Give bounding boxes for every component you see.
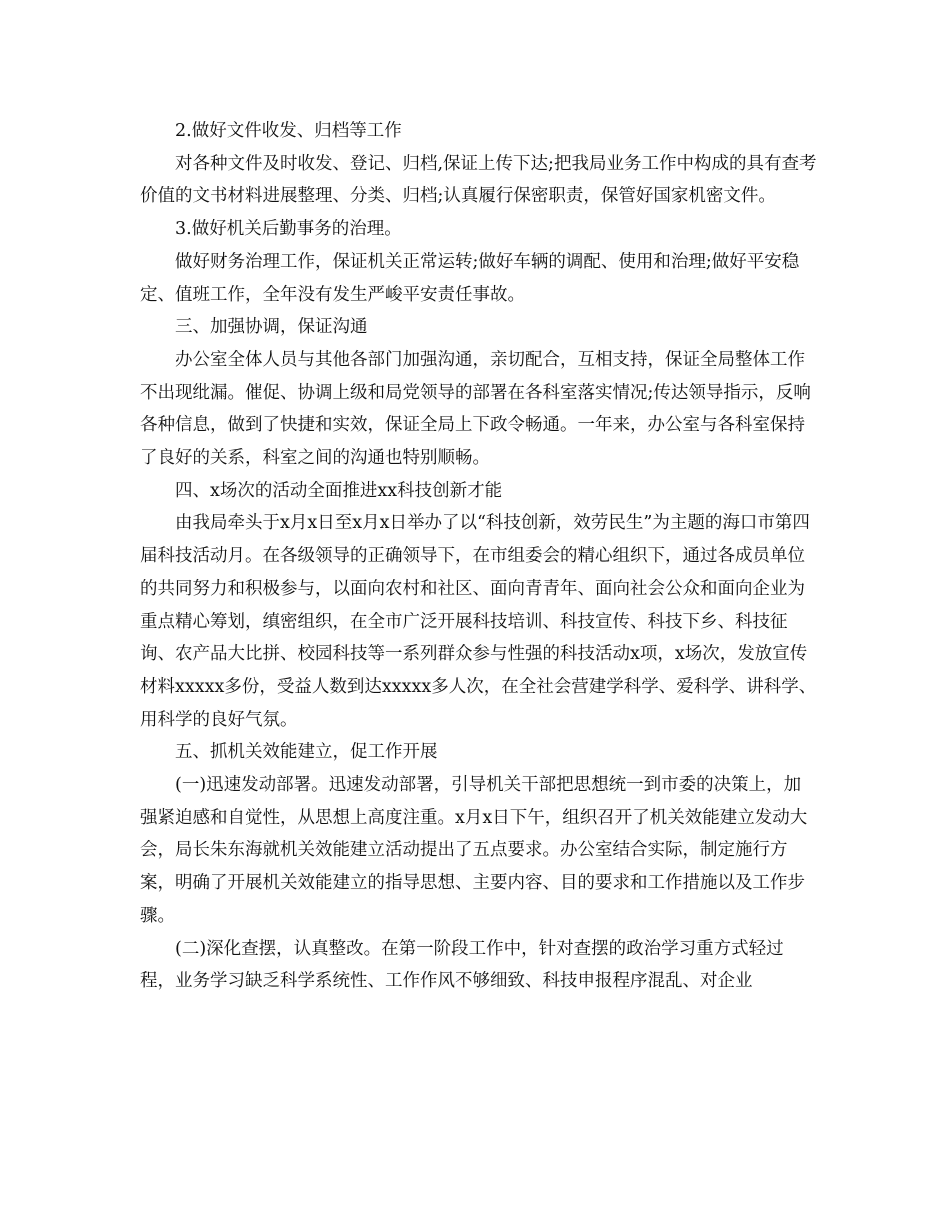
heading-coordination: 三、加强协调，保证沟通 bbox=[175, 317, 368, 338]
paragraph-logistics: 做好财务治理工作，保证机关正常运转;做好车辆的调配、使用和治理;做好平安稳定、值班工作，全年没有发生严峻平安责任事故。 bbox=[140, 251, 800, 305]
document-body bbox=[140, 115, 818, 998]
heading-efficiency: 五、抓机关效能建立，促工作开展 bbox=[175, 742, 438, 763]
heading-file-handling: 2.做好文件收发、归档等工作 bbox=[175, 121, 402, 141]
heading-tech-activities: 四、x场次的活动全面推进xx科技创新才能 bbox=[175, 480, 503, 501]
paragraph-mobilization: (一)迅速发动部署。迅速发动部署，引导机关干部把思想统一到市委的决策上，加强紧迫感和自觉性，从思想上高度注重。x月x日下午，组织召开了机关效能建立发动大会，局长朱东海就机关效能建立活动提出了五点要求。办公室结合实际，制定施行方案，明确了开展机关效能建立的指导思想、主要内容、目的要求和工作措施以及工作步骤。 bbox=[140, 775, 808, 926]
paragraph-rectification: (二)深化查摆，认真整改。在第一阶段工作中，针对查摆的政治学习重方式轻过程，业务学习缺乏科学系统性、工作作风不够细致、科技申报程序混乱、对企业 bbox=[140, 938, 784, 992]
paragraph-coordination: 办公室全体人员与其他各部门加强沟通，亲切配合，互相支持，保证全局整体工作不出现纰漏。催促、协调上级和局党领导的部署在各科室落实情况;传达领导指示，反响各种信息，做到了快捷和实效，保证全局上下政令畅通。一年来，办公室与各科室保持了良好的关系，科室之间的沟通也特别顺畅。 bbox=[140, 349, 811, 469]
paragraph-tech-activities: 由我局牵头于x月x日至x月x日举办了以“科技创新，效劳民生”为主题的海口市第四届科技活动月。在各级领导的正确领导下，在市组委会的精心组织下，通过各成员单位的共同努力和积极参与，以面向农村和社区、面向青青年、面向社会公众和面向企业为重点精心筹划，缜密组织，在全市广泛开展科技培训、科技宣传、科技下乡、科技征询、农产品大比拼、校园科技等一系列群众参与性强的科技活动x项，x场次，发放宣传材料xxxxx多份，受益人数到达xxxxx多人次，在全社会营建学科学、爱科学、讲科学、用科学的良好气氛。 bbox=[140, 513, 817, 730]
heading-logistics: 3.做好机关后勤事务的治理。 bbox=[175, 219, 402, 240]
paragraph-file-handling: 对各种文件及时收发、登记、归档,保证上传下达;把我局业务工作中构成的具有查考价值的文书材料进展整理、分类、归档;认真履行保密职责，保管好国家机密文件。 bbox=[140, 153, 817, 207]
